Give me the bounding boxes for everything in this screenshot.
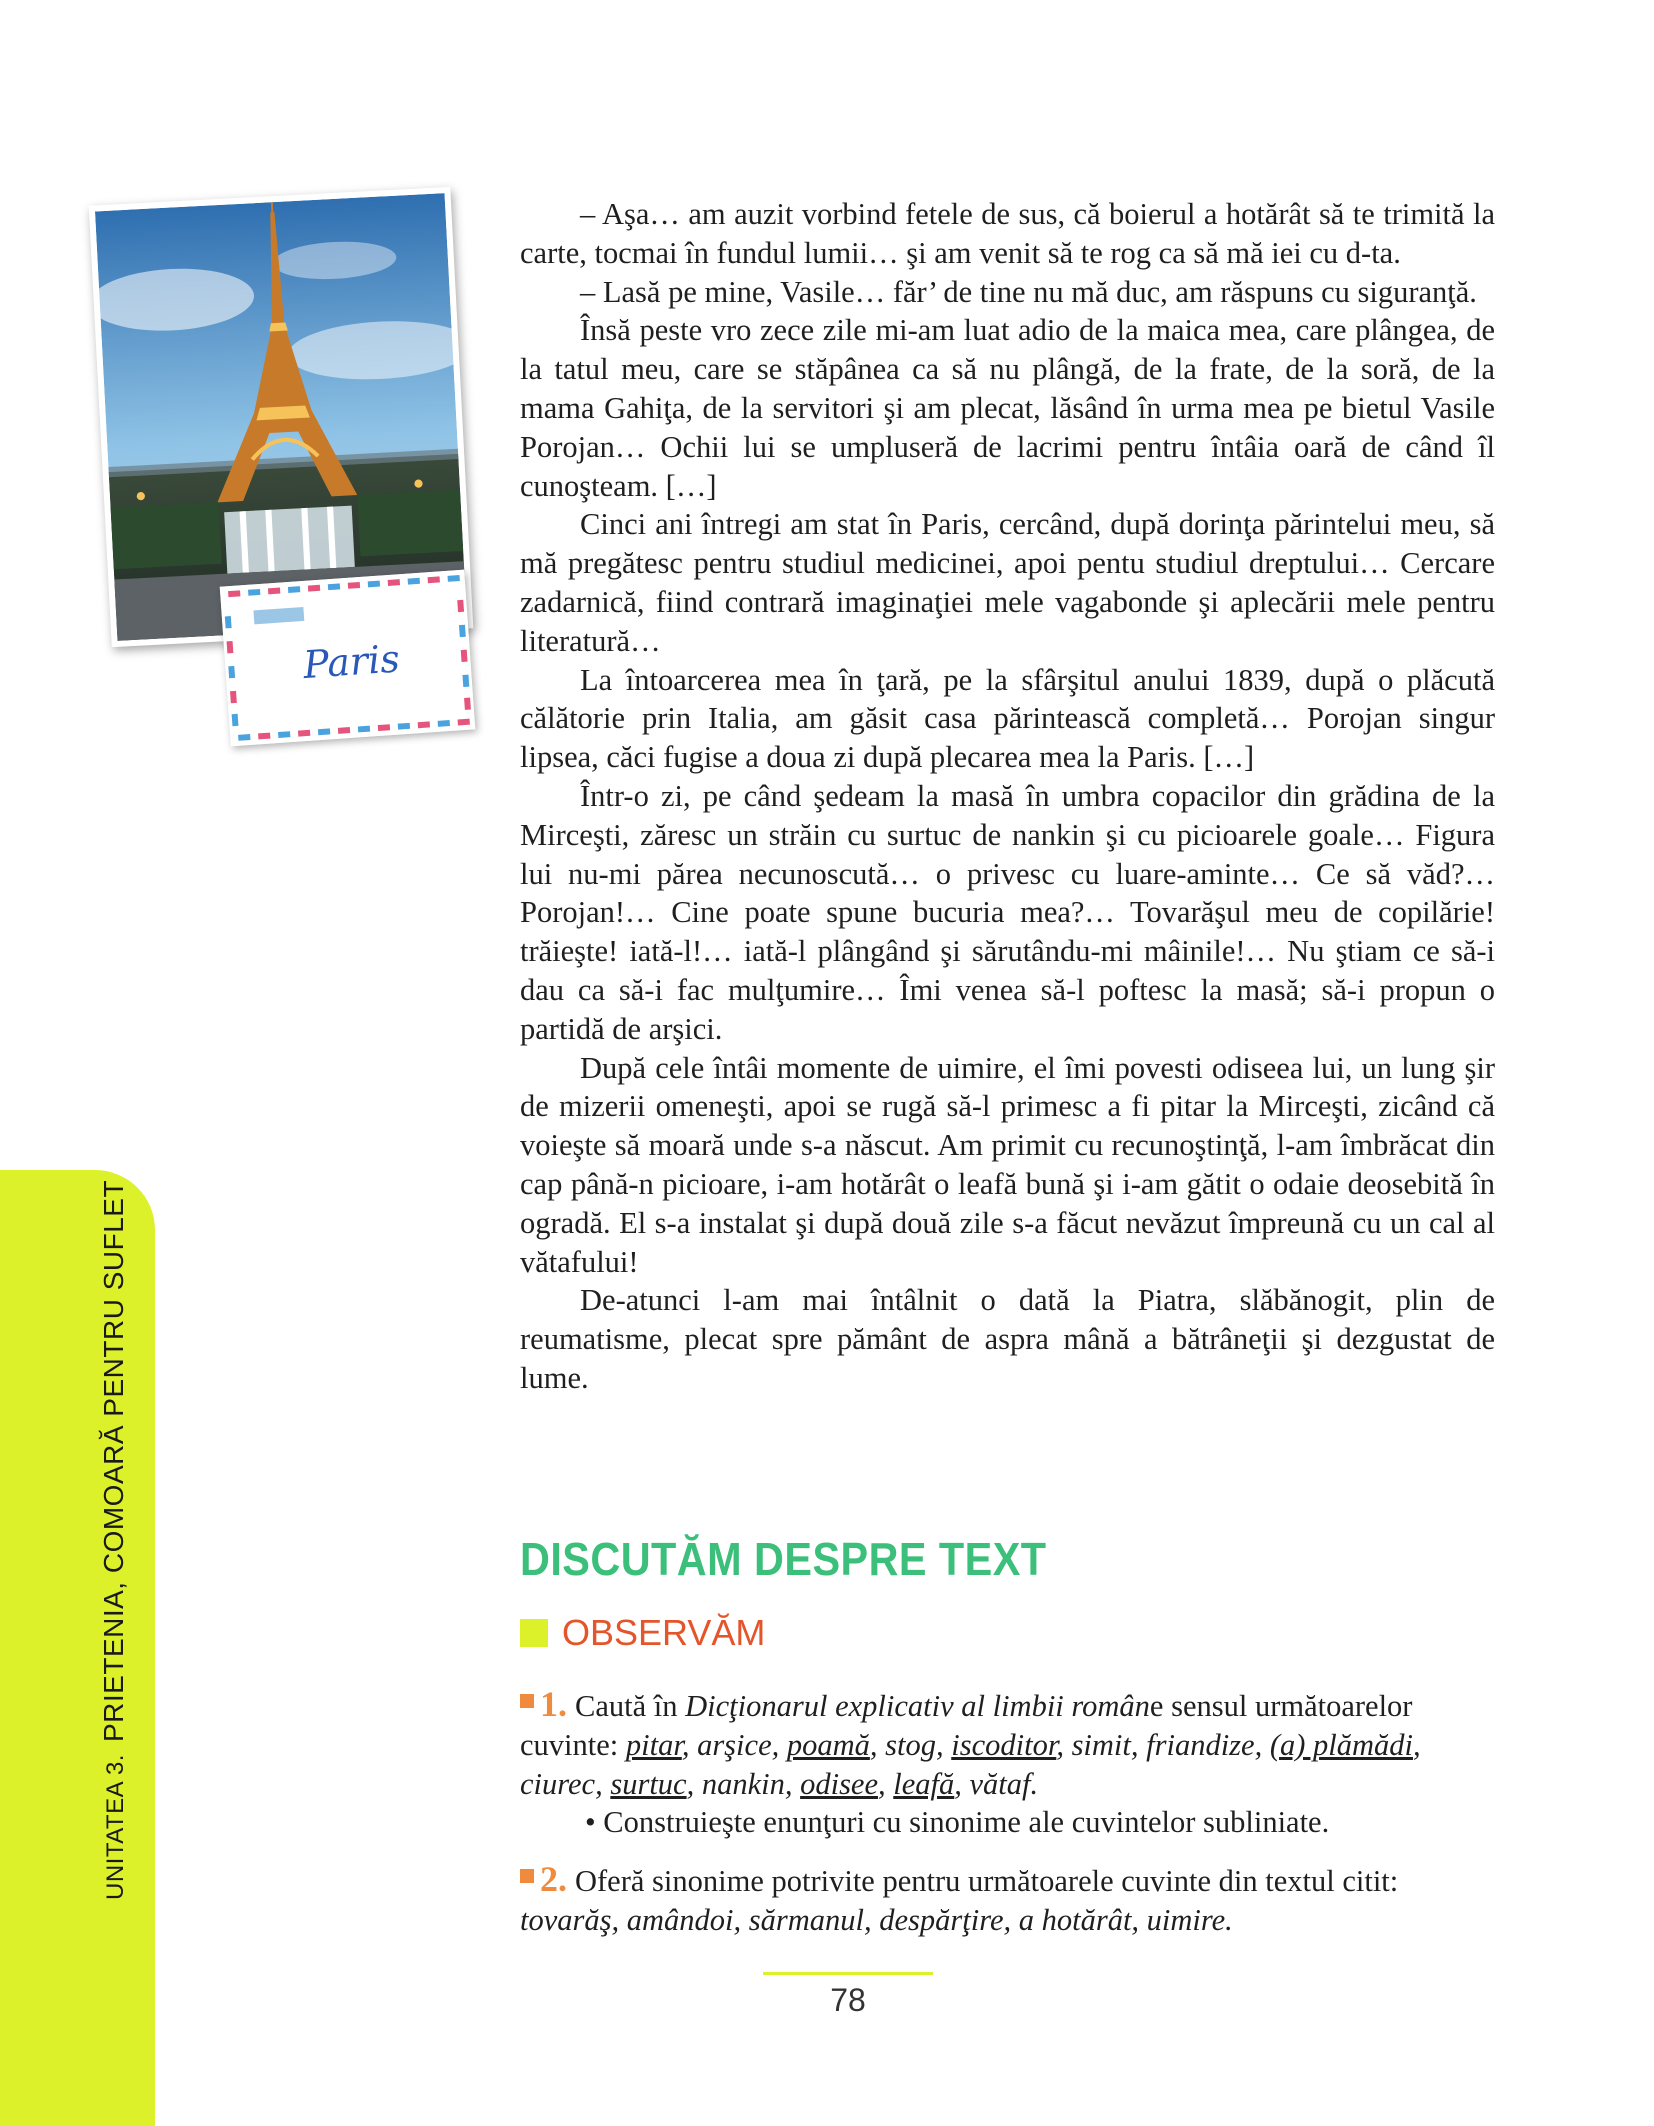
exercise-number	[520, 1860, 575, 1899]
word-list: pitar, arşice, poamă, stog, iscoditor, simit, friandize, (a) plămădi, ciurec, surtuc, nankin, odisee, leafă, vătaf.	[520, 1727, 1421, 1801]
square-bullet-icon	[520, 1619, 548, 1647]
vocabulary-word: ciurec	[520, 1766, 596, 1801]
vocabulary-word: arşice	[697, 1727, 772, 1762]
word-list-italic: tovarăş, amândoi, sărmanul, despărţire, a hotărât, uimire.	[520, 1902, 1233, 1937]
vocabulary-word: simit	[1071, 1727, 1131, 1762]
subheading-label: OBSERVĂM	[562, 1612, 766, 1653]
vocabulary-word: nankin	[701, 1766, 785, 1801]
vocabulary-word: odisee	[800, 1766, 879, 1801]
dictionary-title: Dicţionarul explicativ al limbii român	[685, 1689, 1150, 1723]
exercise-subtask: • Construieşte enunţuri cu sinonime ale cuvintelor subliniate.	[585, 1805, 1330, 1840]
vocabulary-word: pitar	[625, 1727, 682, 1762]
vocabulary-word: vătaf	[969, 1766, 1031, 1801]
exercise-text	[520, 1689, 1421, 1801]
page-number: 78	[830, 1982, 866, 2018]
exercise-text: Oferă sinonime potrivite pentru următoarele cuvinte din textul citit:	[575, 1864, 1399, 1898]
vocabulary-word: iscoditor	[951, 1727, 1057, 1762]
unit-name: PRIETENIA, COMOARĂ PENTRU SUFLET	[98, 1179, 129, 1743]
exercise-intro-cont: e sensul următoarelor cuvinte:	[520, 1689, 1413, 1762]
paragraph: După cele întâi momente de uimire, el îmi povesti odiseea lui, un lung şir de mizerii omeneşti, apoi se rugă să-l primesc a fi pitar la Mirceşti, zicând că voieşte să moară unde s-a născut. Am primit cu recunoştinţă, l-am îmbrăcat din cap până-n picioare, i-am hotărât o leafă bună şi i-am gătit o odaie deosebită în ogradă. El s-a instalat şi după două zile s-a făcut nevăzut împreună cu un cal al vătafului!	[520, 1050, 1495, 1279]
exercise-1	[520, 1685, 1500, 1842]
section-subheading	[520, 1612, 765, 1654]
story-text	[520, 195, 1495, 1398]
paragraph: – Aşa… am auzit vorbind fetele de sus, că boierul a hotărât să te trimită la carte, tocmai în fundul lumii… şi am venit să te rog ca să mă iei cu d-ta.	[520, 197, 1495, 270]
paragraph: Însă peste vro zece zile mi-am luat adio de la maica mea, care plângea, de la tatul meu, care se stăpânea ca să nu plângă, de la frate, de la soră, de la mama Gahiţa, de la servitori şi am plecat, lăsând în urma mea pe bietul Vasile Porojan… Ochii lui se umpluseră de lacrimi pentru întâia oară de când îl cunoşteam. […]	[520, 313, 1495, 503]
exercise-number-label: 2.	[540, 1859, 567, 1899]
exercise-intro: Caută în	[575, 1689, 686, 1723]
vocabulary-word: leafă	[893, 1766, 955, 1801]
exercise-word-list	[520, 1901, 1500, 1940]
vocabulary-word: friandize	[1146, 1727, 1255, 1762]
exercise-number	[520, 1685, 575, 1724]
side-tab	[0, 1170, 155, 2126]
paragraph: La întoarcerea mea în ţară, pe la sfârşitul anului 1839, după o plăcută călătorie prin Italia, am găsit casa părintească completă… Porojan singur lipsea, căci fugise a doua zi după plecarea mea la Paris. […]	[520, 662, 1495, 775]
paragraph: – Lasă pe mine, Vasile… făr’ de tine nu mă duc, am răspuns cu siguranţă.	[580, 274, 1477, 309]
paragraph: Cinci ani întregi am stat în Paris, cercând, după dorinţa părintelui meu, să mă pregătesc pentru studiul medicinei, apoi pentu studiul dreptului… Cercare zadarnică, fiind contrară imaginaţiei mele vagabonde şi aplecării mele pentru literatură…	[520, 507, 1495, 658]
paragraph: Într-o zi, pe când şedeam la masă în umbra copacilor din grădina de la Mirceşti, zăresc un străin cu surtuc de nankin şi cu picioarele goale… Figura lui nu-mi părea necunoscută… o privesc cu luare-aminte… Ce să văd?… Porojan!… Cine poate spune bucuria mea?… Tovarăşul meu de copilărie! trăieşte! iată-l!… iată-l plângând şi sărutându-mi mâinile!… Nu ştiam ce să-i dau ca să-i fac mulţumire… Îmi venea să-l poftesc la masă; să-i propun o partidă de arşici.	[520, 778, 1495, 1046]
exercise-number-label: 1.	[540, 1684, 567, 1724]
unit-title	[98, 1180, 130, 1900]
exercise-2	[520, 1860, 1500, 1940]
envelope-text: Paris	[301, 636, 402, 688]
paragraph: De-atunci l-am mai întâlnit o dată la Piatra, slăbănogit, plin de reumatisme, plecat spre pământ de aspra mână a bătrâneţii şi dezgustat de lume.	[520, 1283, 1495, 1395]
section-heading: DISCUTĂM DESPRE TEXT	[520, 1533, 1047, 1585]
unit-label: UNITATEA 3.	[102, 1754, 129, 1900]
square-bullet-icon	[520, 1869, 534, 1883]
vocabulary-word: surtuc	[610, 1766, 687, 1801]
vocabulary-word: poamă	[786, 1727, 870, 1762]
envelope-card	[220, 570, 476, 747]
vocabulary-word: stog	[885, 1727, 936, 1762]
vocabulary-word: (a) plămădi	[1269, 1727, 1414, 1762]
square-bullet-icon	[520, 1694, 534, 1708]
footer-divider	[763, 1972, 933, 1975]
